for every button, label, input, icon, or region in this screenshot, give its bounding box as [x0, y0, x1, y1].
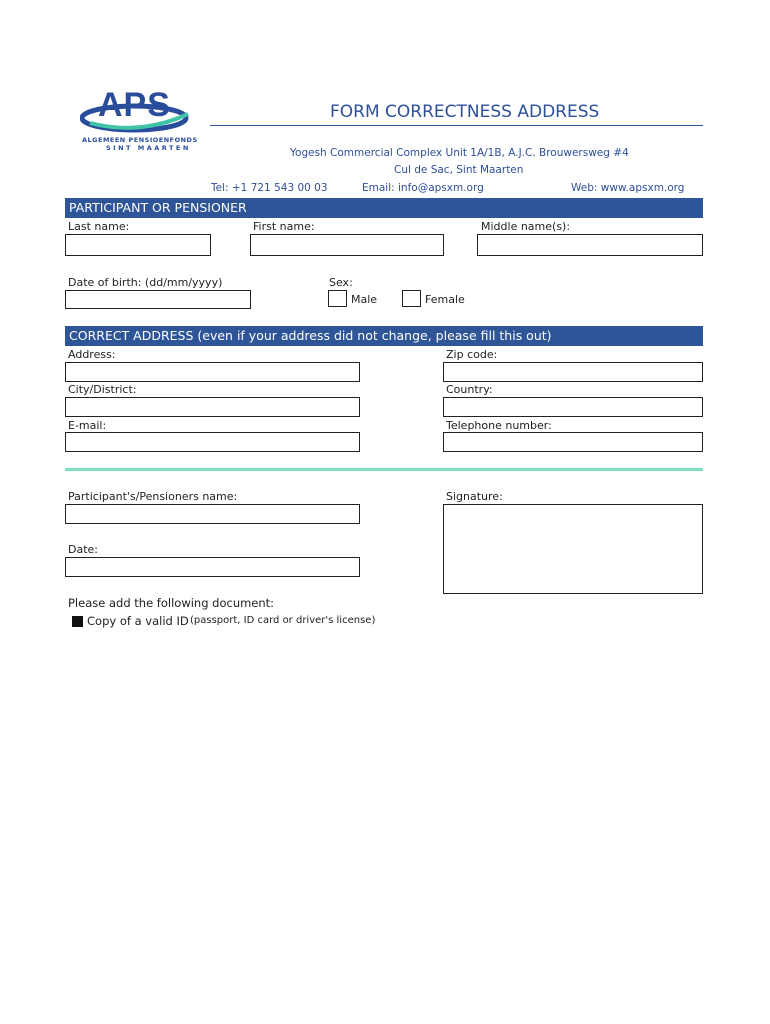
first-name-label: First name:: [253, 220, 315, 233]
address-line1: Yogesh Commercial Complex Unit 1A/1B, A.J.C. Brouwersweg #4: [290, 147, 629, 159]
country-field[interactable]: [443, 397, 703, 417]
last-name-label: Last name:: [68, 220, 130, 233]
last-name-field[interactable]: [65, 234, 211, 256]
document-item-main: Copy of a valid ID: [87, 614, 189, 628]
bullet-square-icon: [72, 616, 83, 627]
email-text: Email: info@apsxm.org: [362, 182, 484, 194]
title-underline: [210, 125, 703, 126]
participant-name-field[interactable]: [65, 504, 360, 524]
middle-name-field[interactable]: [477, 234, 703, 256]
male-label: Male: [351, 293, 378, 306]
zip-label: Zip code:: [446, 348, 498, 361]
country-label: Country:: [446, 383, 493, 396]
sex-label: Sex:: [329, 276, 353, 289]
address-heading: CORRECT ADDRESS (even if your address did not change, please fill this out): [65, 326, 703, 346]
email-field[interactable]: [65, 432, 360, 452]
male-checkbox[interactable]: [328, 290, 347, 307]
participant-name-label: Participant's/Pensioners name:: [68, 490, 238, 503]
logo-text: APS: [98, 86, 171, 124]
first-name-field[interactable]: [250, 234, 444, 256]
date-field[interactable]: [65, 557, 360, 577]
dob-label: Date of birth: (dd/mm/yyyy): [68, 276, 223, 289]
documents-intro: Please add the following document:: [68, 596, 275, 610]
zip-field[interactable]: [443, 362, 703, 382]
logo-line2: SINT MAARTEN: [106, 144, 191, 152]
female-checkbox[interactable]: [402, 290, 421, 307]
phone-label: Telephone number:: [446, 419, 552, 432]
address-field[interactable]: [65, 362, 360, 382]
dob-field[interactable]: [65, 290, 251, 309]
web-text: Web: www.apsxm.org: [571, 182, 685, 194]
signature-label: Signature:: [446, 490, 503, 503]
tel-text: Tel: +1 721 543 00 03: [211, 182, 328, 194]
participant-heading: PARTICIPANT OR PENSIONER: [65, 198, 703, 218]
document-item-detail: (passport, ID card or driver's license): [190, 615, 376, 626]
page-title: FORM CORRECTNESS ADDRESS: [330, 102, 600, 122]
city-label: City/District:: [68, 383, 137, 396]
logo-line1: ALGEMEEN PENSIOENFONDS: [82, 136, 198, 144]
date-label: Date:: [68, 543, 98, 556]
section-divider: [65, 468, 703, 471]
female-label: Female: [425, 293, 465, 306]
phone-field[interactable]: [443, 432, 703, 452]
address-line2: Cul de Sac, Sint Maarten: [394, 164, 524, 176]
signature-field[interactable]: [443, 504, 703, 594]
middle-name-label: Middle name(s):: [481, 220, 571, 233]
city-field[interactable]: [65, 397, 360, 417]
aps-logo: [80, 86, 198, 152]
email-label: E-mail:: [68, 419, 107, 432]
address-label: Address:: [68, 348, 116, 361]
